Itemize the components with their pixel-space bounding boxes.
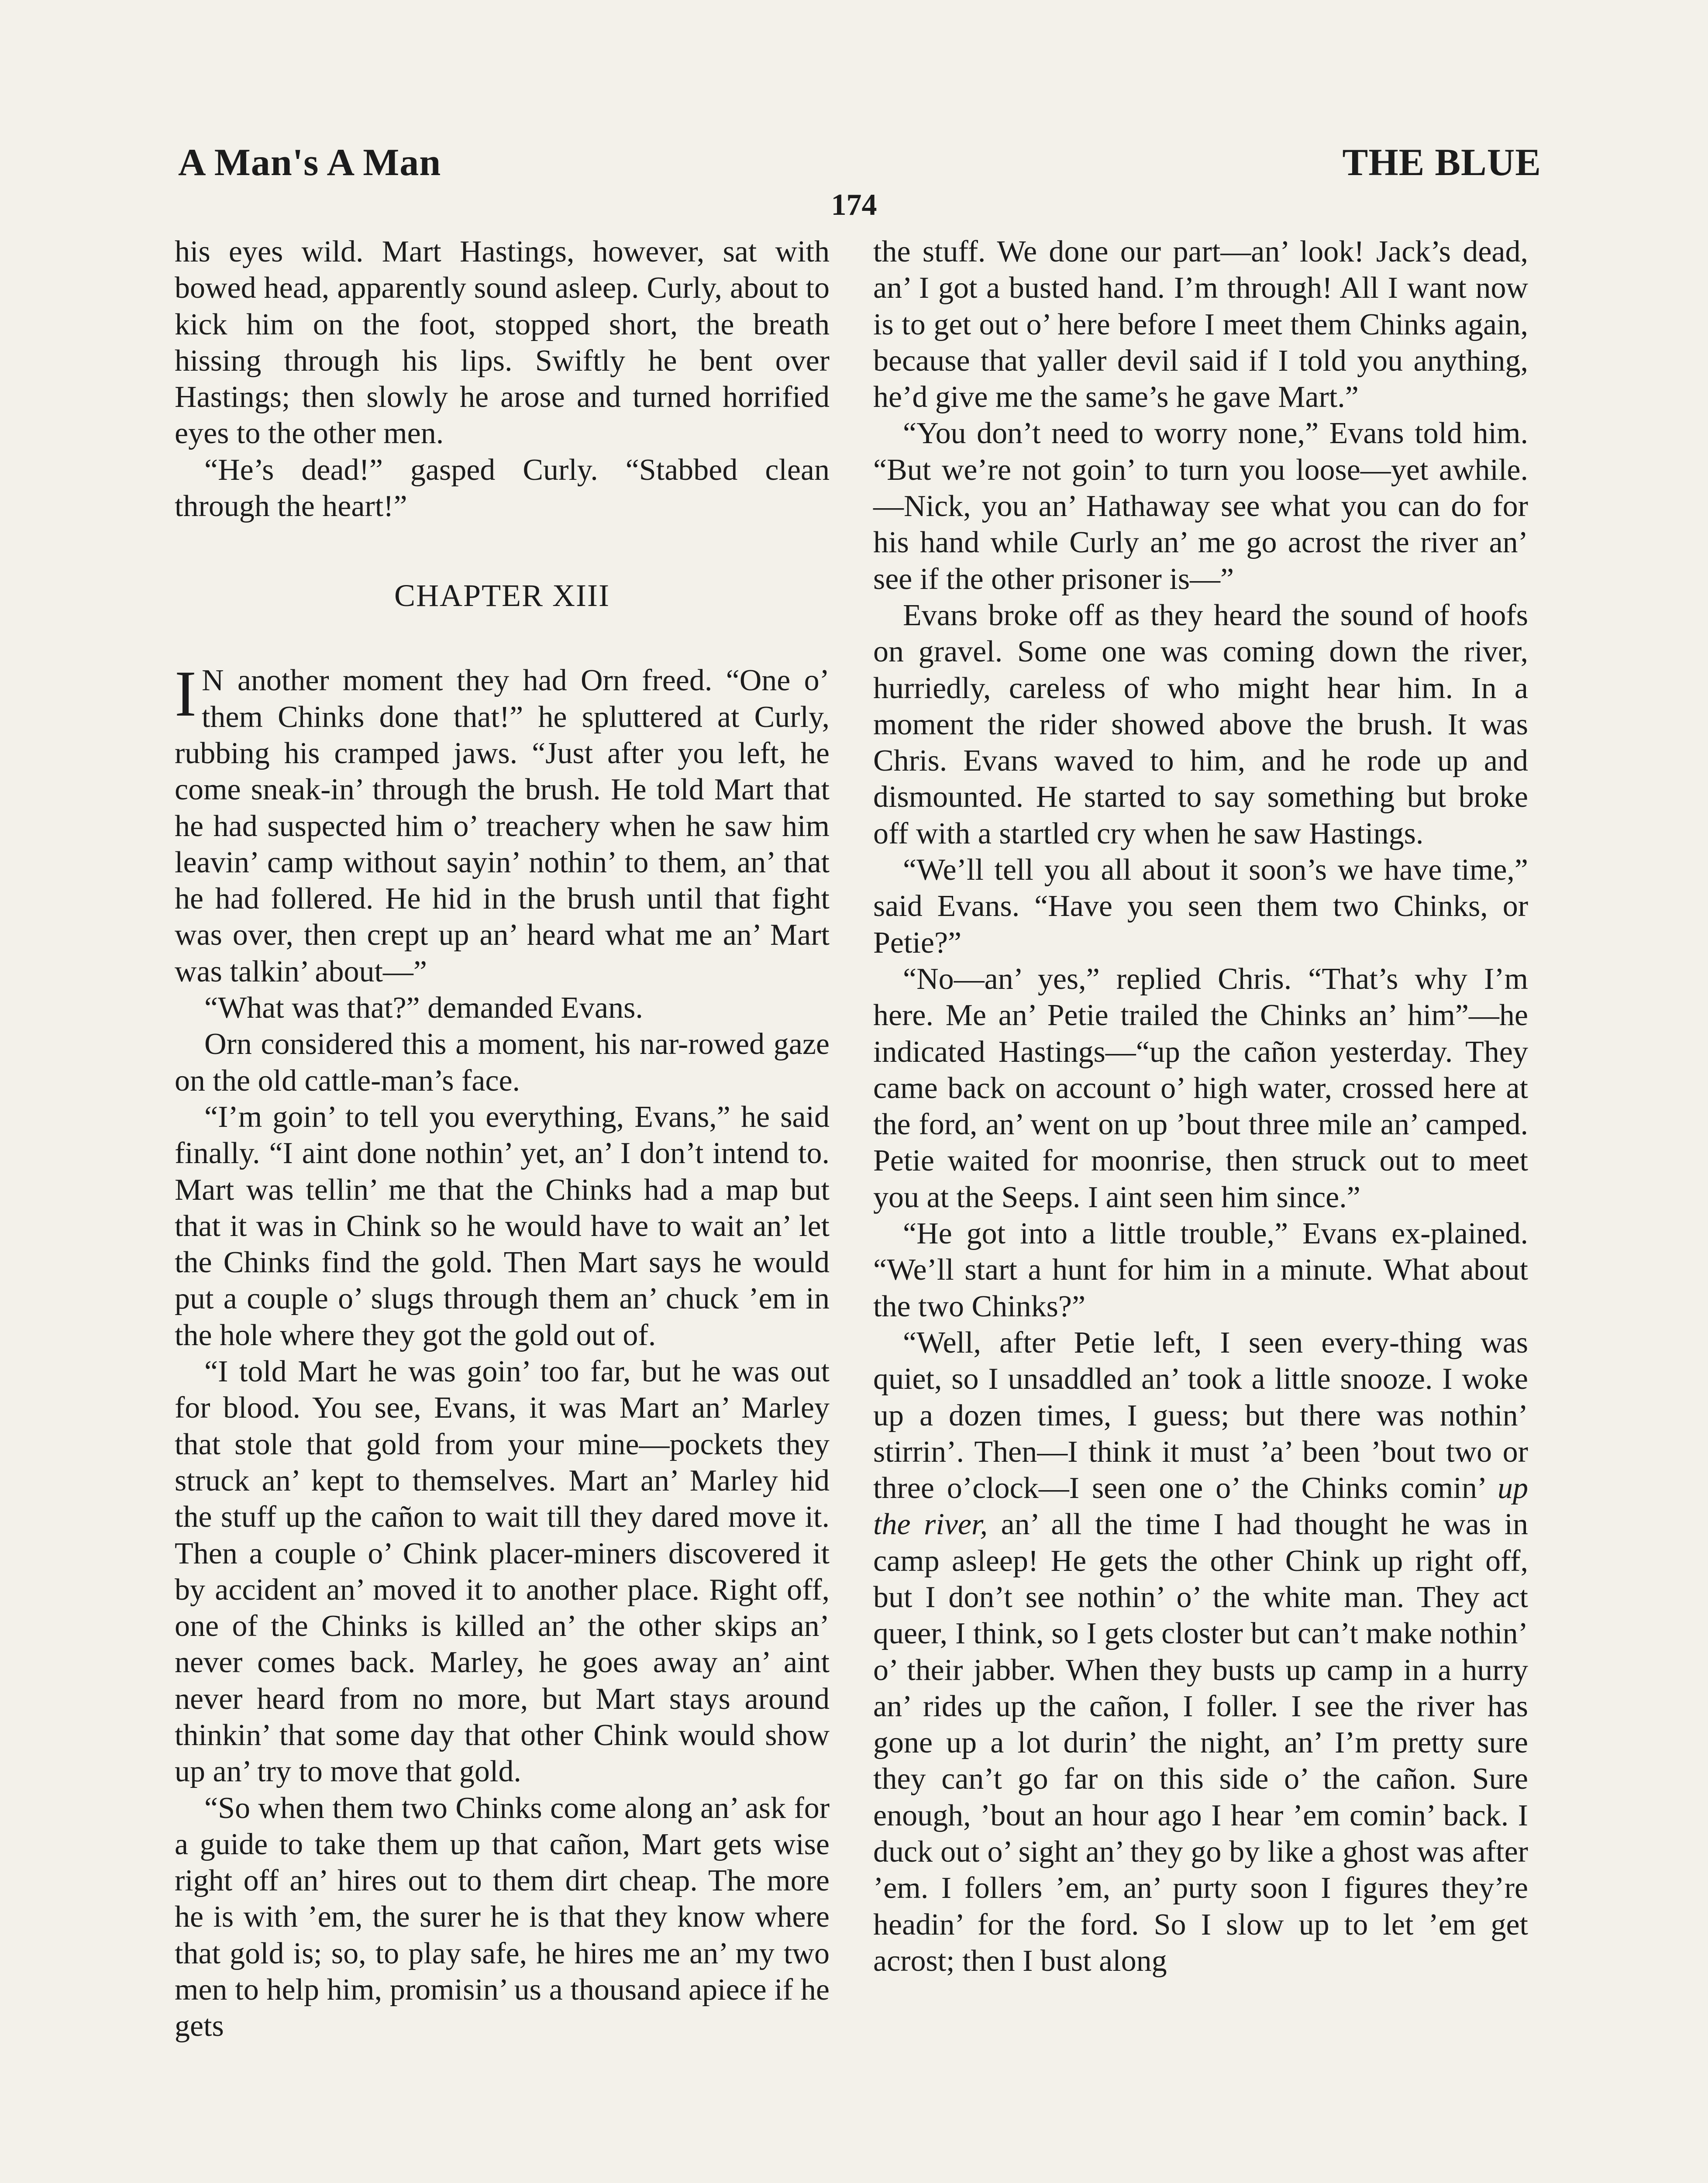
story-title: A Man's A Man <box>178 141 441 184</box>
paragraph-text: “Well, after Petie left, I seen every-thing was quiet, so I unsaddled an’ took a little snooze. I woke up a dozen times, I guess; but there was nothin’ stirrin’. Then—I think it must ’a’ been ’bout two or three o’clock—I seen one o’ the Chinks comin’ <box>873 1326 1528 1505</box>
paragraph-text: an’ all the time I had thought he was in camp asleep! He gets the other Chink up right off, but I don’t see nothin’ o’ the white man. They act queer, I think, so I gets closter but can’t make nothin’ o’ their jabber. When they busts up camp in a hurry an’ rides up the cañon, I foller. I see the river has gone up a lot durin’ the night, an’ I’m pretty sure they can’t go far on this side o’ the cañon. Sure enough, ’bout an hour ago I hear ’em comin’ back. I duck out o’ sight an’ they go by like a ghost was after ’em. I follers ’em, an’ purty soon I figures they’re headin’ for the ford. So I slow up to let ’em get acrost; then I bust along <box>873 1508 1528 1978</box>
paragraph: the stuff. We done our part—an’ look! Jack’s dead, an’ I got a busted hand. I’m through! All I want now is to get out o’ here before I meet them Chinks again, because that yaller devil said if I told you anything, he’d give me the same’s he gave Mart.” <box>873 235 1528 414</box>
chapter-heading: CHAPTER XIII <box>394 578 610 613</box>
paragraph: “So when them two Chinks come along an’ ask for a guide to take them up that cañon, Mart gets wise right off an’ hires out to them dirt cheap. The more he is with ’em, the surer he is that they know where that gold is; so, to play safe, he hires me an’ my two men to help him, promisin’ us a thousand apiece if he gets <box>175 1791 830 2043</box>
paragraph: “No—an’ yes,” replied Chris. “That’s why I’m here. Me an’ Petie trailed the Chinks an’ him”—he indicated Hastings—“up the cañon yesterday. They came back on account o’ high water, crossed here at the ford, an’ went on up ’bout three mile an’ camped. Petie waited for moonrise, then struck out to meet you at the Seeps. I aint seen him since.” <box>873 962 1528 1214</box>
paragraph-dropcap <box>175 658 830 990</box>
paragraph: Evans broke off as they heard the sound of hoofs on gravel. Some one was coming down the river, hurriedly, careless of who might hear him. In a moment the rider showed above the brush. It was Chris. Evans waved to him, and he rode up and dismounted. He started to say something but broke off with a startled cry when he saw Hastings. <box>873 598 1528 850</box>
page-number: 174 <box>831 188 877 222</box>
paragraph: “What was that?” demanded Evans. <box>204 991 643 1025</box>
paragraph: Orn considered this a moment, his nar-rowed gaze on the old cattle-man’s face. <box>175 1027 830 1098</box>
drop-cap: I <box>175 658 196 730</box>
paragraph: “You don’t need to worry none,” Evans told him. “But we’re not goin’ to turn you loose—yet awhile. —Nick, you an’ Hathaway see what you can do for his hand while Curly an’ me go acrost the river an’ see if the other prisoner is—” <box>873 417 1528 596</box>
paragraph: his eyes wild. Mart Hastings, however, sat with bowed head, apparently sound asleep. Curly, about to kick him on the foot, stopped short, the breath hissing through his lips. Swiftly he bent over Hastings; then slowly he arose and turned horrified eyes to the other men. <box>175 235 830 451</box>
magazine-title: THE BLUE <box>1342 141 1541 184</box>
paragraph: “I’m goin’ to tell you everything, Evans,” he said finally. “I aint done nothin’ yet, an’ I don’t intend to. Mart was tellin’ me that the Chinks had a map but that it was in Chink so he would have to wait an’ let the Chinks find the gold. Then Mart says he would put a couple o’ slugs through them an’ chuck ’em in the hole where they got the gold out of. <box>175 1100 830 1352</box>
right-column <box>873 234 1528 1979</box>
running-head <box>178 139 1541 187</box>
paragraph: “I told Mart he was goin’ too far, but he was out for blood. You see, Evans, it was Mart an’ Marley that stole that gold from your mine—pockets they struck an’ kept to themselves. Mart an’ Marley hid the stuff up the cañon to wait till they dared move it. Then a couple o’ Chink placer-miners discovered it by accident an’ moved it to another place. Right off, one of the Chinks is killed an’ the other skips an’ never comes back. Marley, he goes away an’ aint never heard from no more, but Mart stays around thinkin’ that some day that other Chink would show up an’ try to move that gold. <box>175 1355 830 1789</box>
paragraph: “We’ll tell you all about it soon’s we have time,” said Evans. “Have you seen them two Chinks, or Petie?” <box>873 853 1528 960</box>
paragraph-text: N another moment they had Orn freed. “One o’ them Chinks done that!” he spluttered at Curly, rubbing his cramped jaws. “Just after you left, he come sneak-in’ through the brush. He told Mart that he had suspected him o’ treachery when he saw him leavin’ camp without sayin’ nothin’ to them, an’ that he had follered. He hid in the brush until that fight was over, then crept up an’ heard what me an’ Mart was talkin’ about—” <box>175 664 830 988</box>
paragraph: “He’s dead!” gasped Curly. “Stabbed clean through the heart!” <box>175 453 830 523</box>
paragraph: “He got into a little trouble,” Evans ex-plained. “We’ll start a hunt for him in a minute. What about the two Chinks?” <box>873 1217 1528 1323</box>
left-column <box>175 234 830 2045</box>
paragraph <box>873 1325 1528 1979</box>
italic-text: up the river, <box>873 1471 1528 1542</box>
